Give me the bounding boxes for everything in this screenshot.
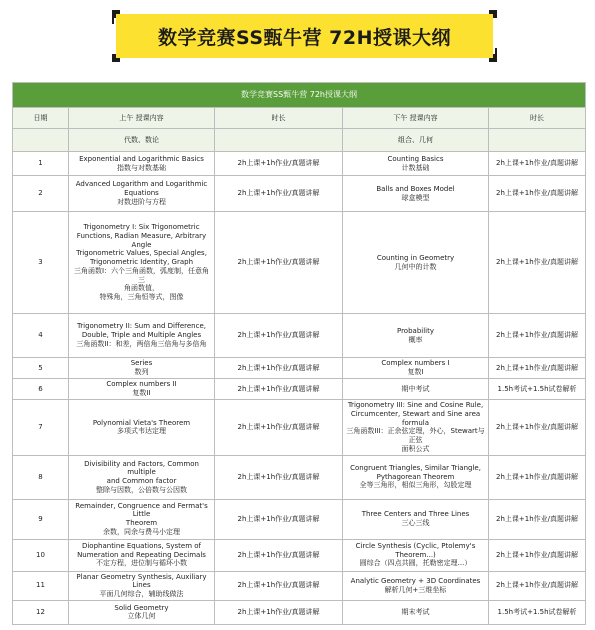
morning-content-cell [69, 152, 215, 176]
header-morning-content: 上午 授课内容 [69, 108, 215, 129]
morning-duration-cell: 2h上课+1h作业/真题讲解 [215, 176, 343, 212]
afternoon-content-cell [343, 499, 489, 539]
afternoon-content-cell-line: Congruent Triangles, Similar Triangle, [350, 463, 481, 472]
afternoon-content-cell-line: 球盒模型 [401, 193, 430, 202]
morning-content-cell-line: Advanced Logarithm and Logarithmic [75, 180, 208, 189]
morning-duration-cell: 2h上课+1h作业/真题讲解 [215, 314, 343, 358]
morning-duration-cell: 2h上课+1h作业/真题讲解 [215, 212, 343, 314]
morning-content-cell-line: 多项式韦达定理 [117, 427, 166, 436]
afternoon-content-cell-line: 几何中的计数 [394, 262, 437, 271]
afternoon-content-cell [343, 212, 489, 314]
morning-content-cell-line: Divisibility and Factors, Common multiple [84, 459, 199, 477]
day-cell: 9 [13, 499, 69, 539]
table-row [13, 212, 586, 314]
morning-content-cell-line: Trigonometry I: Six Trigonometric [83, 223, 200, 232]
day-cell: 3 [13, 212, 69, 314]
morning-content-cell [69, 571, 215, 600]
afternoon-content-cell [343, 152, 489, 176]
morning-content-cell [69, 539, 215, 571]
banner-bracket [495, 48, 497, 62]
afternoon-content-cell-line: Counting in Geometry [376, 253, 455, 262]
morning-content-cell-line: Trigonometric Values, Special Angles, [76, 249, 207, 258]
afternoon-content-cell-line: Circumcenter, Stewart and Sine area formula [350, 409, 481, 427]
header-afternoon-duration: 时长 [489, 108, 586, 129]
morning-duration-cell: 2h上课+1h作业/真题讲解 [215, 571, 343, 600]
morning-content-cell-line: Exponential and Logarithmic Basics [79, 154, 204, 163]
day-cell: 2 [13, 176, 69, 212]
morning-content-cell-line: 角函数值， [124, 284, 159, 293]
table-row [13, 499, 586, 539]
afternoon-content-cell-line: Counting Basics [387, 154, 444, 163]
afternoon-content-cell [343, 176, 489, 212]
day-cell: 5 [13, 358, 69, 379]
afternoon-duration-cell: 2h上课+1h作业/真题讲解 [489, 571, 586, 600]
table-row [13, 571, 586, 600]
banner-bracket [112, 10, 114, 24]
morning-content-cell [69, 379, 215, 400]
day-cell: 12 [13, 600, 69, 624]
header-day: 日期 [13, 108, 69, 129]
subheader-morning-topic: 代数、数论 [69, 129, 215, 152]
table-row [13, 455, 586, 499]
table-row [13, 358, 586, 379]
morning-content-cell [69, 499, 215, 539]
afternoon-duration-cell: 2h上课+1h作业/真题讲解 [489, 400, 586, 456]
subheader-empty [13, 129, 69, 152]
afternoon-content-cell-line: 期中考试 [401, 384, 430, 393]
afternoon-content-cell-line: 概率 [408, 335, 423, 344]
afternoon-content-cell-line: 圆综合（四点共圆，托勒密定理...） [359, 559, 472, 568]
afternoon-content-cell [343, 358, 489, 379]
morning-duration-cell: 2h上课+1h作业/真题讲解 [215, 455, 343, 499]
morning-content-cell-line: 平面几何综合，辅助线做法 [99, 590, 184, 598]
afternoon-duration-cell: 2h上课+1h作业/真题讲解 [489, 499, 586, 539]
day-cell: 6 [13, 379, 69, 400]
morning-content-cell-line: 三角函数I：六个三角函数，弧度制，任意角三 [73, 266, 210, 284]
morning-content-cell [69, 600, 215, 624]
afternoon-duration-cell: 2h上课+1h作业/真题讲解 [489, 455, 586, 499]
afternoon-content-cell [343, 600, 489, 624]
morning-content-cell-line: 不定方程，进位制与循环小数 [96, 559, 187, 568]
table-row [13, 539, 586, 571]
afternoon-duration-cell: 2h上课+1h作业/真题讲解 [489, 152, 586, 176]
morning-content-cell-line: 指数与对数基础 [117, 163, 166, 172]
table-row [13, 600, 586, 624]
morning-content-cell [69, 176, 215, 212]
day-cell: 4 [13, 314, 69, 358]
morning-content-cell-line: Planar Geometry Synthesis, Auxiliary Lines [76, 572, 207, 590]
table-row [13, 379, 586, 400]
table-row [13, 176, 586, 212]
morning-duration-cell: 2h上课+1h作业/真题讲解 [215, 379, 343, 400]
morning-duration-cell: 2h上课+1h作业/真题讲解 [215, 499, 343, 539]
subheader-afternoon-topic: 组合、几何 [343, 129, 489, 152]
afternoon-content-cell-line: Circle Synthesis (Cyclic, Ptolemy's Theorem...) [355, 541, 476, 559]
morning-duration-cell: 2h上课+1h作业/真题讲解 [215, 400, 343, 456]
afternoon-content-cell-line: 复数I [407, 368, 424, 376]
afternoon-content-cell-line: Pythagorean Theorem [376, 472, 455, 481]
day-cell: 10 [13, 539, 69, 571]
afternoon-duration-cell: 2h上课+1h作业/真题讲解 [489, 176, 586, 212]
afternoon-content-cell-line: 期末考试 [401, 607, 430, 616]
afternoon-duration-cell: 1.5h考试+1.5h试卷解析 [489, 379, 586, 400]
morning-content-cell [69, 212, 215, 314]
morning-content-cell-line: Complex numbers II [106, 380, 177, 389]
afternoon-content-cell-line: Complex numbers I [381, 359, 450, 368]
afternoon-duration-cell: 2h上课+1h作业/真题讲解 [489, 212, 586, 314]
day-cell: 8 [13, 455, 69, 499]
morning-duration-cell: 2h上课+1h作业/真题讲解 [215, 600, 343, 624]
morning-content-cell-line: Trigonometry II: Sum and Difference, [77, 322, 206, 331]
morning-content-cell-line: 特殊角，三角恒等式，图像 [99, 293, 184, 302]
morning-content-cell-line: 三角函数II：和差，两倍角三倍角与多倍角 [76, 339, 207, 348]
header-morning-duration: 时长 [215, 108, 343, 129]
afternoon-content-cell-line: 三角函数III：正余弦定理，外心，Stewart与正弦 [346, 427, 485, 444]
afternoon-content-cell-line: 面积公式 [401, 444, 430, 453]
subheader-empty [215, 129, 343, 152]
afternoon-duration-cell: 2h上课+1h作业/真题讲解 [489, 358, 586, 379]
afternoon-content-cell [343, 571, 489, 600]
morning-content-cell-line: Polynomial Vieta's Theorem [92, 418, 191, 427]
schedule-table [12, 82, 586, 625]
subheader-empty [489, 129, 586, 152]
afternoon-duration-cell: 1.5h考试+1.5h试卷解析 [489, 600, 586, 624]
day-cell: 11 [13, 571, 69, 600]
afternoon-content-cell-line: Probability [396, 326, 434, 335]
afternoon-content-cell-line: 全等三角形，相似三角形，勾股定理 [359, 481, 472, 490]
afternoon-content-cell-line: Balls and Boxes Model [376, 184, 455, 193]
subheader-row [13, 129, 586, 152]
afternoon-content-cell-line: 解析几何+三维坐标 [384, 585, 447, 594]
table-title: 数学竞赛SS甄牛营 72h授课大纲 [13, 83, 586, 108]
morning-content-cell-line: 对数进阶与方程 [117, 197, 166, 206]
afternoon-content-cell-line: Analytic Geometry + 3D Coordinates [350, 576, 481, 585]
afternoon-content-cell [343, 379, 489, 400]
table-row [13, 400, 586, 456]
morning-content-cell-line: 数列 [134, 368, 149, 376]
morning-content-cell-line: 整除与因数，公倍数与公因数 [96, 485, 187, 494]
afternoon-content-cell-line: Trigonometry III: Sine and Cosine Rule, [347, 401, 484, 409]
afternoon-content-cell-line: 三心三线 [401, 519, 430, 527]
morning-content-cell-line: 复数II [132, 389, 151, 397]
morning-content-cell-line: 余数，同余与费马小定理 [103, 527, 180, 536]
afternoon-duration-cell: 2h上课+1h作业/真题讲解 [489, 539, 586, 571]
morning-content-cell-line: Equations [124, 189, 159, 198]
morning-duration-cell: 2h上课+1h作业/真题讲解 [215, 539, 343, 571]
morning-content-cell [69, 400, 215, 456]
table-row [13, 314, 586, 358]
afternoon-content-cell [343, 539, 489, 571]
morning-content-cell-line: Solid Geometry [114, 603, 169, 612]
morning-content-cell-line: Trigonometric Identity, Graph [89, 258, 194, 267]
header-afternoon-content: 下午 授课内容 [343, 108, 489, 129]
morning-content-cell [69, 314, 215, 358]
morning-content-cell [69, 358, 215, 379]
morning-content-cell-line: Numeration and Repeating Decimals [77, 550, 206, 559]
table-row [13, 152, 586, 176]
morning-content-cell-line: Series [130, 359, 153, 368]
afternoon-content-cell-line: Three Centers and Three Lines [361, 510, 470, 519]
afternoon-content-cell [343, 314, 489, 358]
afternoon-duration-cell: 2h上课+1h作业/真题讲解 [489, 314, 586, 358]
morning-content-cell-line: Functions, Radian Measure, Arbitrary Angle [76, 231, 207, 249]
morning-content-cell-line: Diophantine Equations, System of [81, 541, 202, 550]
table-header-row [13, 108, 586, 129]
day-cell: 7 [13, 400, 69, 456]
title-banner [112, 10, 497, 62]
afternoon-content-cell [343, 400, 489, 456]
afternoon-content-cell-line: 计数基础 [401, 163, 430, 172]
morning-content-cell-line: 立体几何 [127, 612, 156, 621]
afternoon-content-cell [343, 455, 489, 499]
morning-content-cell-line: Remainder, Congruence and Fermat's Little [75, 501, 208, 519]
morning-duration-cell: 2h上课+1h作业/真题讲解 [215, 152, 343, 176]
morning-content-cell-line: Theorem [125, 519, 158, 527]
morning-content-cell-line: and Common factor [106, 477, 177, 485]
morning-content-cell [69, 455, 215, 499]
page-title: 数学竞赛SS甄牛营 72H授课大纲 [116, 14, 493, 58]
day-cell: 1 [13, 152, 69, 176]
morning-content-cell-line: Double, Triple and Multiple Angles [81, 331, 202, 340]
morning-duration-cell: 2h上课+1h作业/真题讲解 [215, 358, 343, 379]
